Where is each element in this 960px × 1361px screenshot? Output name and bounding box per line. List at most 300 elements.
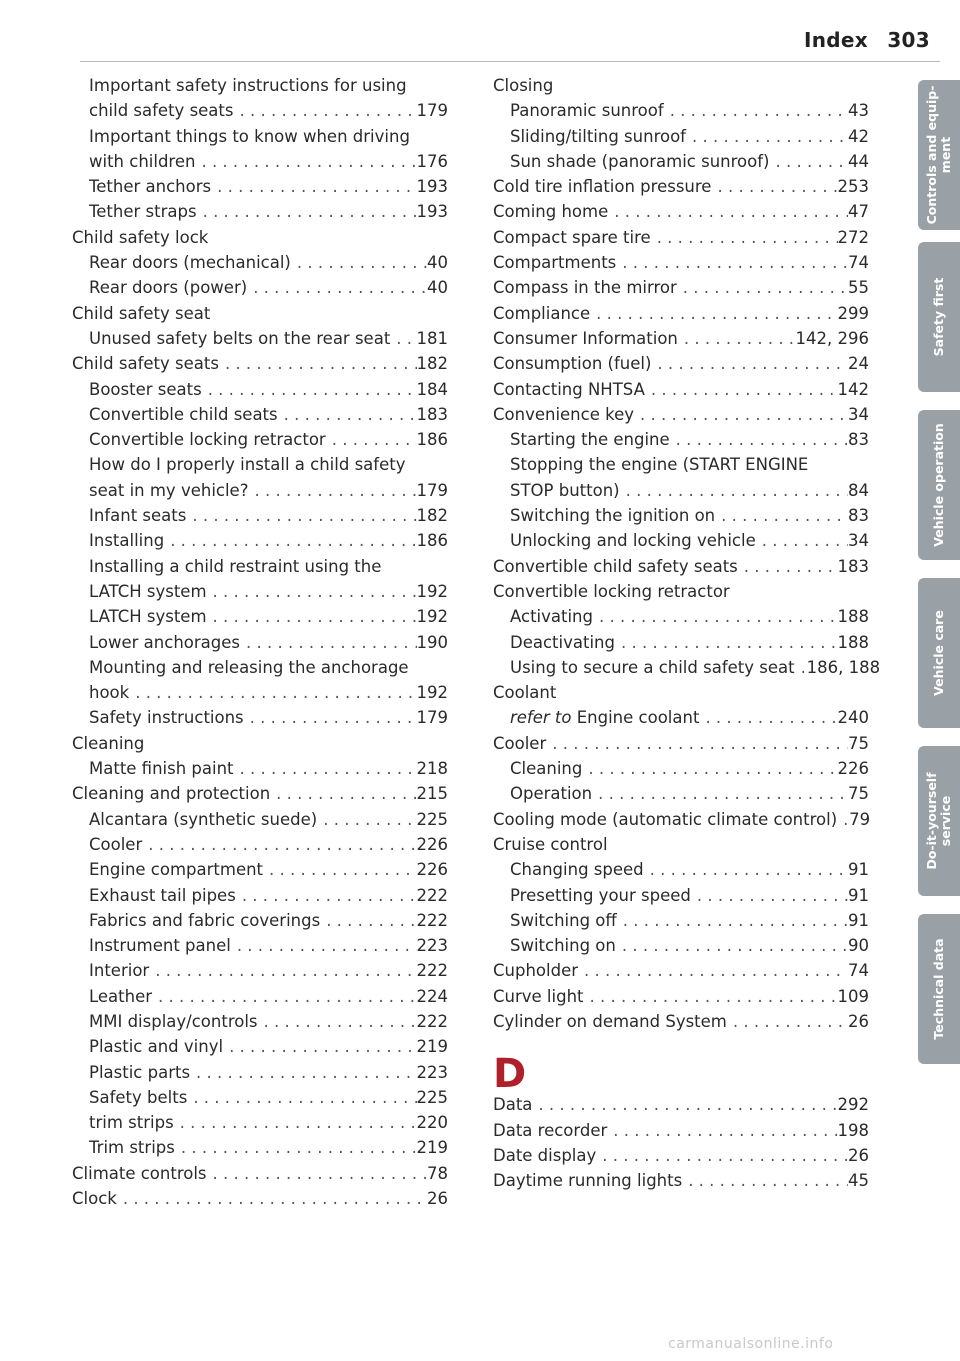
- index-subentry: [72, 961, 448, 986]
- dot-leader: [320, 911, 416, 930]
- dot-leader: [590, 304, 837, 323]
- index-subentry: [72, 810, 448, 835]
- entry-label: Compact spare tire: [493, 227, 651, 247]
- entry-page-number: 42: [848, 126, 869, 146]
- index-letter-heading: D: [493, 1051, 527, 1098]
- entry-label: Panoramic sunroof: [510, 101, 664, 121]
- entry-label: Contacting NHTSA: [493, 379, 645, 399]
- entry-label: MMI display/controls: [89, 1011, 258, 1031]
- entry-page-number: 226: [416, 834, 448, 854]
- dot-leader: [651, 228, 838, 247]
- index-subentry: [72, 1113, 448, 1138]
- dot-leader: [678, 329, 796, 348]
- entry-page-number: 74: [848, 253, 869, 273]
- entry-label: Instrument panel: [89, 936, 231, 956]
- entry-label: Operation: [510, 784, 593, 804]
- index-subentry: [72, 127, 448, 152]
- entry-label: Cooling mode (automatic climate control): [493, 809, 838, 829]
- dot-leader: [593, 607, 838, 626]
- entry-page-number: 218: [416, 759, 448, 779]
- dot-leader: [207, 607, 417, 626]
- entry-page-number: 90: [848, 936, 869, 956]
- entry-page-number: 190: [416, 632, 448, 652]
- entry-page-number: 26: [848, 1011, 869, 1031]
- entry-label: Fabrics and fabric coverings: [89, 910, 321, 930]
- dot-leader: [645, 380, 838, 399]
- section-tab-label: Vehicle operation: [931, 423, 946, 547]
- entry-label: Compliance: [493, 303, 591, 323]
- index-column-right: [493, 76, 881, 1196]
- entry-page-number: 26: [848, 1145, 869, 1165]
- entry-page-number: 84: [848, 480, 869, 500]
- dot-leader: [149, 961, 416, 980]
- entry-label: Convertible locking retractor: [89, 430, 326, 450]
- entry-label: Cooler: [89, 834, 143, 854]
- entry-label: Unused safety belts on the rear seat: [89, 328, 391, 348]
- index-subentry: [493, 784, 869, 809]
- entry-label: Rear doors (power): [89, 278, 248, 298]
- dot-leader: [711, 177, 837, 196]
- index-subentry: [72, 860, 448, 885]
- index-subentry: [72, 607, 448, 632]
- entry-page-number: 192: [416, 607, 448, 627]
- entry-label: Leather: [89, 986, 153, 1006]
- index-entry: [72, 228, 448, 253]
- index-subentry: [493, 911, 869, 936]
- index-entry: [493, 253, 869, 278]
- entry-page-number: 142: [837, 379, 869, 399]
- entry-page-number: 55: [848, 278, 869, 298]
- index-subentry: [493, 657, 881, 683]
- entry-page-number: 91: [848, 860, 869, 880]
- dot-leader: [202, 380, 417, 399]
- index-subentry: [72, 481, 448, 506]
- entry-page-number: 225: [416, 1087, 448, 1107]
- dot-leader: [317, 810, 416, 829]
- index-subentry: [72, 1037, 448, 1062]
- index-subentry: [72, 76, 448, 101]
- dot-leader: [644, 860, 848, 879]
- dot-leader: [258, 1012, 417, 1031]
- entry-page-number: 142, 296: [795, 328, 869, 348]
- index-subentry: [72, 633, 448, 658]
- dot-leader: [727, 1012, 848, 1031]
- entry-label: Trim strips: [89, 1138, 175, 1158]
- section-tab-label: Safety first: [931, 277, 946, 357]
- entry-label: LATCH system: [89, 607, 207, 627]
- dot-leader: [129, 683, 416, 702]
- dot-leader: [278, 405, 417, 424]
- entry-page-number: 186: [416, 531, 448, 551]
- entry-label: Child safety seat: [72, 303, 211, 323]
- entry-label: Data recorder: [493, 1120, 608, 1140]
- index-subentry: [493, 633, 869, 658]
- entry-page-number: 188: [837, 632, 869, 652]
- entry-page-number: 219: [416, 1138, 448, 1158]
- dot-leader: [532, 1095, 837, 1114]
- entry-page-number: 223: [416, 1062, 448, 1082]
- dot-leader: [795, 658, 807, 677]
- entry-page-number: 220: [416, 1113, 448, 1133]
- dot-leader: [578, 961, 848, 980]
- dot-leader: [699, 708, 837, 727]
- entry-label: Booster seats: [89, 379, 202, 399]
- entry-page-number: 75: [848, 733, 869, 753]
- entry-page-number: 182: [416, 354, 448, 374]
- entry-label: Cooler: [493, 733, 547, 753]
- entry-label: Climate controls: [72, 1163, 207, 1183]
- dot-leader: [211, 177, 416, 196]
- dot-leader: [738, 557, 838, 576]
- entry-label: Starting the engine: [510, 430, 670, 450]
- index-entry: [493, 202, 869, 227]
- index-entry: [493, 582, 869, 607]
- entry-page-number: 225: [416, 809, 448, 829]
- entry-page-number: 198: [837, 1120, 869, 1140]
- dot-leader: [197, 202, 417, 221]
- index-entry: [493, 228, 869, 253]
- entry-label: Using to secure a child safety seat: [510, 657, 795, 677]
- index-subentry: [493, 607, 869, 632]
- entry-label: Child safety seats: [72, 354, 219, 374]
- entry-page-number: 223: [416, 936, 448, 956]
- entry-label: Convenience key: [493, 404, 634, 424]
- index-subentry: [493, 886, 869, 911]
- entry-label: Cruise control: [493, 834, 608, 854]
- entry-label: Safety instructions: [89, 708, 244, 728]
- section-tab-label: Controls and equip- ment: [924, 85, 953, 225]
- entry-label: Lower anchorages: [89, 632, 240, 652]
- entry-label: Convertible locking retractor: [493, 581, 730, 601]
- dot-leader: [664, 101, 848, 120]
- dot-leader: [219, 354, 417, 373]
- entry-page-number: 299: [837, 303, 869, 323]
- section-tab[interactable]: [918, 80, 960, 230]
- entry-label: Exhaust tail pipes: [89, 885, 236, 905]
- index-subentry: [72, 987, 448, 1012]
- index-subentry: [72, 1063, 448, 1088]
- index-subentry: [493, 455, 869, 480]
- entry-label: Tether anchors: [89, 177, 212, 197]
- index-subentry: [493, 759, 869, 784]
- entry-label: Date display: [493, 1145, 597, 1165]
- entry-page-number: 34: [848, 404, 869, 424]
- index-entry: [72, 1189, 448, 1214]
- index-subentry: [493, 430, 869, 455]
- index-subentry: [493, 506, 869, 531]
- entry-page-number: 222: [416, 885, 448, 905]
- index-entry: [493, 1146, 869, 1171]
- dot-leader: [390, 329, 416, 348]
- dot-leader: [234, 759, 417, 778]
- index-entry: [493, 961, 869, 986]
- index-entry: [493, 1095, 869, 1120]
- index-entry: [493, 329, 869, 354]
- dot-leader: [236, 886, 417, 905]
- entry-page-number: 193: [416, 177, 448, 197]
- watermark: carmanualsonline.info: [668, 1336, 834, 1352]
- entry-label: Rear doors (mechanical): [89, 253, 291, 273]
- dot-leader: [186, 506, 416, 525]
- entry-page-number: 40: [427, 253, 448, 273]
- dot-leader: [546, 734, 848, 753]
- index-subentry: [72, 506, 448, 531]
- entry-page-number: 91: [848, 910, 869, 930]
- dot-leader: [223, 1037, 416, 1056]
- entry-label: Curve light: [493, 986, 584, 1006]
- entry-page-number: 179: [416, 708, 448, 728]
- index-subentry: [72, 1012, 448, 1037]
- dot-leader: [615, 633, 838, 652]
- index-subentry: [72, 1138, 448, 1163]
- entry-label: Compass in the mirror: [493, 278, 677, 298]
- entry-page-number: 193: [416, 202, 448, 222]
- dot-leader: [207, 1164, 427, 1183]
- dot-leader: [691, 886, 848, 905]
- index-entry: [493, 380, 869, 405]
- entry-label: Daytime running lights: [493, 1171, 683, 1191]
- dot-leader: [617, 911, 848, 930]
- index-subentry: [72, 557, 448, 582]
- entry-page-number: 183: [837, 556, 869, 576]
- dot-leader: [837, 810, 849, 829]
- index-entry: [72, 784, 448, 809]
- entry-label: Switching on: [510, 936, 616, 956]
- index-subentry: [72, 278, 448, 303]
- entry-page-number: 272: [837, 227, 869, 247]
- dot-leader: [608, 202, 848, 221]
- dot-leader: [244, 708, 417, 727]
- entry-label: Important safety instructions for using: [89, 76, 407, 95]
- index-entry: [493, 987, 869, 1012]
- entry-label: Cleaning: [510, 759, 583, 779]
- index-subentry: [72, 658, 448, 683]
- section-tab-label: Technical data: [931, 938, 946, 1040]
- dot-leader: [682, 1171, 848, 1190]
- dot-leader: [592, 784, 848, 803]
- entry-page-number: 182: [416, 506, 448, 526]
- entry-label: Matte finish paint: [89, 759, 234, 779]
- dot-leader: [207, 582, 417, 601]
- index-entry: [72, 304, 448, 329]
- entry-page-number: 192: [416, 683, 448, 703]
- entry-label: Coolant: [493, 683, 557, 703]
- dot-leader: [291, 253, 427, 272]
- entry-label: Mounting and releasing the anchorage: [89, 657, 409, 677]
- entry-label: Convertible child seats: [89, 404, 278, 424]
- section-tab-label: Vehicle care: [931, 610, 946, 696]
- dot-leader: [142, 835, 416, 854]
- entry-label: Important things to know when driving: [89, 126, 410, 146]
- dot-leader: [596, 1146, 848, 1165]
- entry-label: Engine compartment: [89, 860, 264, 880]
- section-tab[interactable]: [918, 746, 960, 896]
- dot-leader: [195, 152, 416, 171]
- index-entry: [493, 304, 869, 329]
- dot-leader: [234, 101, 417, 120]
- index-entry: [493, 405, 869, 430]
- entry-page-number: 184: [416, 379, 448, 399]
- entry-label: Activating: [510, 607, 593, 627]
- entry-page-number: 83: [848, 506, 869, 526]
- entry-label: LATCH system: [89, 581, 207, 601]
- index-entry: [493, 1012, 869, 1037]
- section-tab[interactable]: [918, 914, 960, 1064]
- index-subentry: [72, 455, 448, 480]
- index-subentry: [72, 405, 448, 430]
- dot-leader: [117, 1189, 427, 1208]
- index-entry: [72, 354, 448, 379]
- index-entry: [493, 177, 869, 202]
- section-tab[interactable]: [918, 578, 960, 728]
- dot-leader: [247, 278, 427, 297]
- index-subentry: [72, 759, 448, 784]
- entry-label: hook: [89, 683, 130, 703]
- entry-label: Infant seats: [89, 506, 187, 526]
- entry-page-number: 188: [837, 607, 869, 627]
- entry-page-number: 192: [416, 581, 448, 601]
- entry-page-number: 109: [837, 986, 869, 1006]
- entry-label: Convertible child safety seats: [493, 556, 738, 576]
- entry-page-number: 24: [848, 354, 869, 374]
- entry-label: Cold tire inflation pressure: [493, 177, 712, 197]
- dot-leader: [756, 531, 848, 550]
- entry-page-number: 226: [416, 860, 448, 880]
- dot-leader: [677, 278, 848, 297]
- entry-page-number: 215: [416, 784, 448, 804]
- entry-label: Consumption (fuel): [493, 354, 652, 374]
- dot-leader: [686, 127, 848, 146]
- index-entry: [493, 1171, 869, 1196]
- dot-leader: [270, 784, 416, 803]
- dot-leader: [715, 506, 848, 525]
- index-subentry: [493, 101, 869, 126]
- index-subentry: [72, 177, 448, 202]
- entry-label: Plastic parts: [89, 1062, 191, 1082]
- dot-leader: [231, 936, 417, 955]
- entry-label: Coming home: [493, 202, 609, 222]
- index-subentry: [493, 152, 869, 177]
- index-subentry: [72, 101, 448, 126]
- index-entry: [493, 810, 869, 835]
- entry-page-number: 74: [848, 961, 869, 981]
- entry-label: Changing speed: [510, 860, 644, 880]
- index-subentry: [72, 886, 448, 911]
- index-subentry: [72, 936, 448, 961]
- entry-label: Installing a child restraint using the: [89, 556, 382, 576]
- index-subentry: [72, 380, 448, 405]
- entry-page-number: 26: [427, 1189, 448, 1209]
- entry-page-number: 43: [848, 101, 869, 121]
- entry-label: STOP button): [510, 480, 620, 500]
- dot-leader: [174, 1113, 417, 1132]
- entry-page-number: 222: [416, 1011, 448, 1031]
- entry-page-number: 34: [848, 531, 869, 551]
- index-subentry: [72, 911, 448, 936]
- index-subentry: [493, 708, 869, 733]
- entry-label: Sliding/tilting sunroof: [510, 126, 686, 146]
- index-subentry: [72, 253, 448, 278]
- entry-label: Stopping the engine (START ENGINE: [510, 455, 809, 475]
- dot-leader: [651, 354, 848, 373]
- dot-leader: [240, 633, 417, 652]
- index-subentry: [72, 708, 448, 733]
- index-entry: [72, 734, 448, 759]
- dot-leader: [670, 430, 848, 449]
- dot-leader: [248, 481, 416, 500]
- index-entry: [493, 1121, 869, 1146]
- index-subentry: [493, 936, 869, 961]
- header-rule: [80, 61, 940, 62]
- section-tab[interactable]: [918, 242, 960, 392]
- index-subentry: [72, 152, 448, 177]
- index-column-left: [72, 76, 448, 1214]
- index-subentry: [493, 531, 869, 556]
- entry-page-number: 75: [848, 784, 869, 804]
- entry-page-number: 219: [416, 1037, 448, 1057]
- dot-leader: [607, 1121, 837, 1140]
- dot-leader: [190, 1063, 416, 1082]
- index-entry: [72, 1164, 448, 1189]
- entry-page-number: 292: [837, 1095, 869, 1115]
- dot-leader: [152, 987, 416, 1006]
- index-subentry: [72, 202, 448, 227]
- entry-label: Sun shade (panoramic sunroof): [510, 151, 770, 171]
- entry-label: Plastic and vinyl: [89, 1037, 224, 1057]
- entry-label: Cupholder: [493, 961, 578, 981]
- index-subentry: [72, 329, 448, 354]
- entry-page-number: 222: [416, 961, 448, 981]
- entry-label: Cleaning: [72, 733, 145, 753]
- page-header: [80, 18, 940, 62]
- dot-leader: [164, 531, 416, 550]
- index-subentry: [72, 835, 448, 860]
- entry-label: trim strips: [89, 1113, 174, 1133]
- entry-label: Child safety lock: [72, 227, 209, 247]
- entry-label-italic: refer to: [510, 708, 572, 728]
- entry-page-number: 44: [848, 151, 869, 171]
- entry-label: Unlocking and locking vehicle: [510, 531, 756, 551]
- entry-page-number: 253: [837, 177, 869, 197]
- entry-page-number: 83: [848, 430, 869, 450]
- index-entry: [493, 278, 869, 303]
- index-subentry: [72, 683, 448, 708]
- entry-page-number: 222: [416, 910, 448, 930]
- entry-label: Consumer Information: [493, 328, 678, 348]
- index-subentry: [72, 531, 448, 556]
- index-entry: [493, 734, 869, 759]
- entry-label: [510, 708, 699, 727]
- index-entry: [493, 835, 869, 860]
- entry-label: Presetting your speed: [510, 885, 691, 905]
- entry-label: How do I properly install a child safety: [89, 455, 406, 475]
- section-tab[interactable]: [918, 410, 960, 560]
- entry-label: Cylinder on demand System: [493, 1011, 727, 1031]
- entry-label: Installing: [89, 531, 165, 551]
- index-entry: [493, 557, 869, 582]
- entry-label: Data: [493, 1095, 533, 1115]
- dot-leader: [769, 152, 848, 171]
- entry-page-number: 183: [416, 404, 448, 424]
- index-subentry: [493, 127, 869, 152]
- index-subentry: [493, 860, 869, 885]
- entry-page-number: 240: [837, 708, 869, 728]
- entry-label: Safety belts: [89, 1087, 188, 1107]
- entry-label: with children: [89, 151, 196, 171]
- index-subentry: [493, 481, 869, 506]
- entry-page-number: 179: [416, 480, 448, 500]
- index-subentry: [72, 430, 448, 455]
